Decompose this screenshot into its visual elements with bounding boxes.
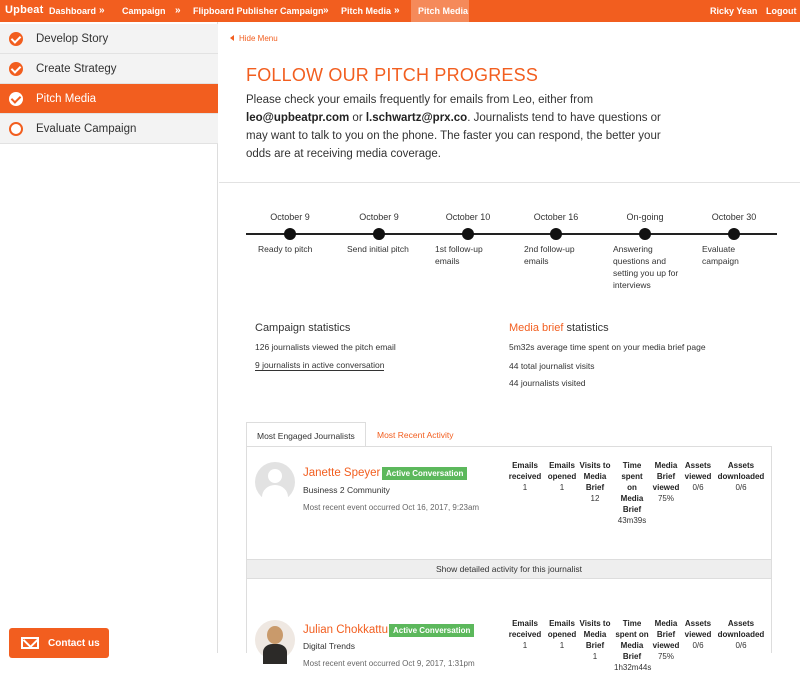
breadcrumb-pitch-media[interactable]: Pitch Media — [341, 6, 392, 16]
timeline-label: Answering questions and setting you up for interviews — [613, 244, 679, 290]
envelope-icon — [21, 637, 39, 649]
sidebar-item-label: Evaluate Campaign — [36, 123, 137, 135]
timeline-date: October 9 — [270, 212, 310, 222]
metric-assets-downloaded: Assets downloaded 0/6 — [717, 619, 765, 650]
sidebar-item-label: Create Strategy — [36, 63, 117, 75]
timeline-dot — [373, 228, 385, 240]
timeline-date: On-going — [626, 212, 664, 222]
timeline-date: October 9 — [359, 212, 399, 222]
sidebar-item-evaluate-campaign[interactable] — [0, 114, 218, 144]
check-circle-icon — [9, 92, 23, 106]
metric-emails-opened: Emails opened 1 — [547, 461, 577, 492]
stat-total-visits: 44 total journalist visits — [509, 361, 595, 371]
metric-visits: Visits to Media Brief 1 — [579, 619, 611, 661]
user-name[interactable]: Ricky Yean — [710, 6, 758, 16]
journalist-panel — [246, 446, 772, 672]
top-nav — [0, 0, 800, 22]
breadcrumb-campaign-name[interactable]: Flipboard Publisher Campaign — [193, 6, 324, 16]
tab-most-recent[interactable]: Most Recent Activity — [377, 430, 454, 440]
metric-assets-downloaded: Assets downloaded 0/6 — [717, 461, 765, 492]
timeline-line — [246, 233, 777, 235]
metric-assets-viewed: Assets viewed 0/6 — [684, 461, 712, 492]
metric-time-spent: Time spent on Media Brief 1h32m44s — [614, 619, 652, 672]
campaign-stats-title: Campaign statistics — [255, 322, 351, 334]
timeline-date: October 10 — [445, 212, 491, 222]
chevron-right-icon: » — [323, 5, 329, 16]
timeline-label: Ready to pitch — [258, 244, 313, 254]
empty-circle-icon — [9, 122, 23, 136]
metric-brief-viewed: Media Brief viewed 75% — [652, 619, 680, 661]
sidebar — [0, 22, 218, 653]
chevron-right-icon: » — [175, 5, 181, 16]
sidebar-item-develop-story[interactable] — [0, 24, 218, 54]
hide-menu-link[interactable]: Hide Menu — [230, 34, 278, 43]
avatar — [255, 462, 295, 502]
timeline-label: Evaluate campaign — [702, 244, 739, 266]
intro-text: Please check your emails frequently for emails from Leo, either from leo@upbeatpr.com or l.schwartz@prx.co. Journalists tend to have questions or may want to talk to you on the phone. The faster you can respond, the better your odds are at receiving media coverage. — [246, 94, 661, 160]
timeline-date: October 16 — [533, 212, 579, 222]
journalist-outlet: Digital Trends — [303, 641, 355, 651]
show-detailed-activity-button[interactable]: Show detailed activity for this journalist — [247, 559, 771, 579]
breadcrumb-current: Pitch Media — [411, 0, 469, 22]
divider — [219, 182, 800, 183]
metric-emails-received: Emails received 1 — [508, 461, 542, 492]
email-leo: leo@upbeatpr.com — [246, 112, 350, 124]
check-circle-icon — [9, 62, 23, 76]
timeline-dot — [462, 228, 474, 240]
timeline-dot — [728, 228, 740, 240]
sidebar-item-create-strategy[interactable] — [0, 54, 218, 84]
timeline-label: 2nd follow-up emails — [524, 244, 575, 266]
sidebar-item-pitch-media[interactable] — [0, 84, 218, 114]
tab-most-engaged[interactable]: Most Engaged Journalists — [246, 422, 366, 446]
logout-link[interactable]: Logout — [766, 6, 797, 16]
stat-avg-time: 5m32s average time spent on your media brief page — [509, 342, 706, 352]
journalist-name[interactable]: Julian Chokkattu — [303, 624, 389, 636]
timeline-label: 1st follow-up emails — [435, 244, 483, 266]
contact-us-button[interactable]: Contact us — [9, 628, 109, 658]
media-brief-link[interactable]: Media brief — [509, 322, 564, 334]
metric-brief-viewed: Media Brief viewed 75% — [652, 461, 680, 503]
metric-time-spent: Time spent on Media Brief 43m39s — [617, 461, 647, 525]
stat-active-conversation-link[interactable]: 9 journalists in active conversation — [255, 360, 385, 370]
sidebar-item-label: Pitch Media — [36, 93, 97, 105]
metric-emails-received: Emails received 1 — [508, 619, 542, 650]
chevron-right-icon: » — [99, 5, 105, 16]
timeline-label: Send initial pitch — [347, 244, 409, 254]
status-badge: Active Conversation — [382, 467, 467, 480]
brief-stats-title: Media brief statistics — [509, 322, 609, 334]
recent-event: Most recent event occurred Oct 16, 2017, 9:23am — [303, 503, 480, 512]
sidebar-item-label: Develop Story — [36, 33, 109, 45]
timeline-dot — [550, 228, 562, 240]
main-content — [219, 22, 800, 672]
email-schwartz: l.schwartz@prx.co — [365, 112, 468, 124]
check-circle-icon — [9, 32, 23, 46]
upbeat-logo[interactable]: Upbeat — [5, 4, 44, 16]
metric-emails-opened: Emails opened 1 — [547, 619, 577, 650]
stat-journalists-visited: 44 journalists visited — [509, 378, 586, 388]
recent-event: Most recent event occurred Oct 9, 2017, 1:31pm — [303, 659, 475, 668]
page-title: FOLLOW OUR PITCH PROGRESS — [246, 65, 539, 85]
timeline-dot — [639, 228, 651, 240]
journalist-outlet: Business 2 Community — [303, 485, 390, 495]
avatar — [255, 620, 295, 660]
breadcrumb-campaign[interactable]: Campaign — [122, 6, 166, 16]
timeline-date: October 30 — [711, 212, 757, 222]
chevron-right-icon: » — [394, 5, 400, 16]
metric-assets-viewed: Assets viewed 0/6 — [684, 619, 712, 650]
metric-visits: Visits to Media Brief 12 — [579, 461, 611, 503]
breadcrumb-dashboard[interactable]: Dashboard — [49, 6, 97, 16]
status-badge: Active Conversation — [389, 624, 474, 637]
journalist-name[interactable]: Janette Speyer — [303, 467, 381, 479]
timeline-dot — [284, 228, 296, 240]
stat-viewed: 126 journalists viewed the pitch email — [255, 342, 396, 352]
